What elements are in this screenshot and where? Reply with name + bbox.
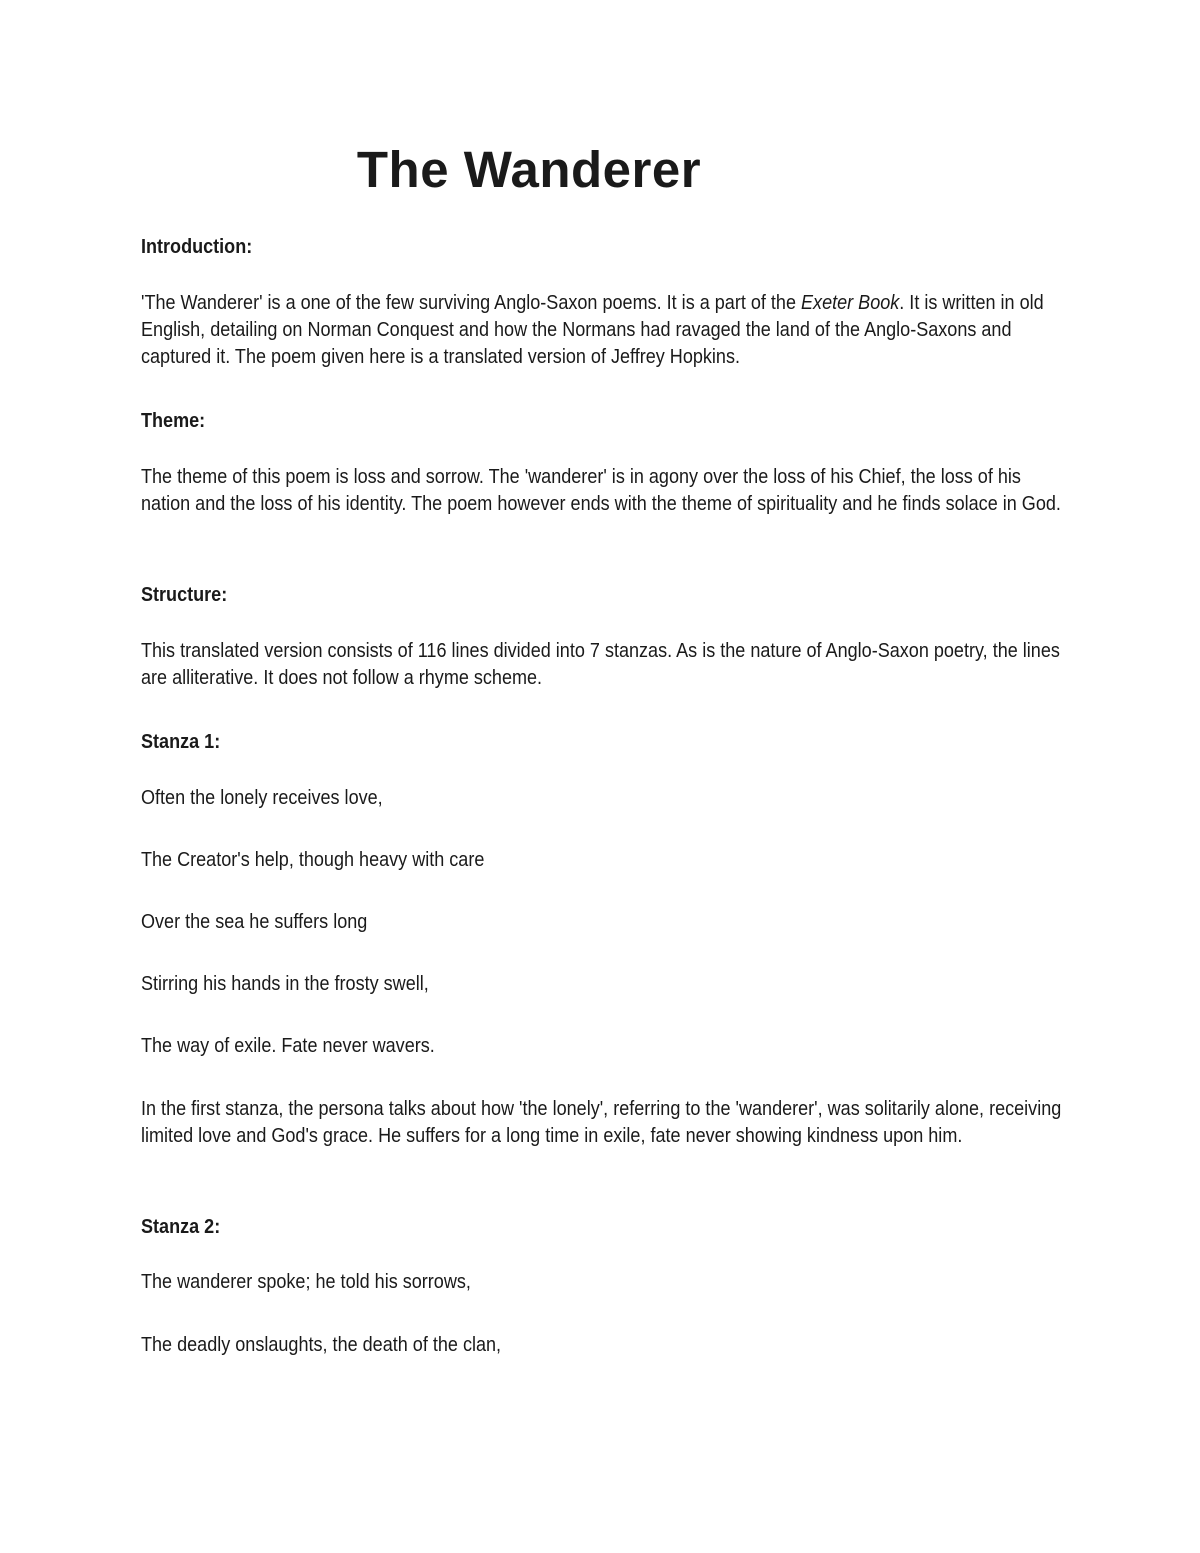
stanza-2-line: The wanderer spoke; he told his sorrows, <box>141 1270 471 1293</box>
document-title: The Wanderer <box>356 141 702 198</box>
theme-paragraph: The theme of this poem is loss and sorrow. The 'wanderer' is in agony over the loss of his Chief, the loss of his nation and the loss of his identity. The poem however ends with the theme of spirituality and he finds solace in God. <box>141 465 1061 515</box>
exeter-book-title: Exeter Book <box>801 291 900 314</box>
structure-heading: Structure: <box>141 583 228 606</box>
stanza-1-line: The way of exile. Fate never wavers. <box>141 1034 435 1057</box>
structure-paragraph: This translated version consists of 116 lines divided into 7 stanzas. As is the nature of Anglo-Saxon poetry, the lines are alliterative. It does not follow a rhyme scheme. <box>141 639 1060 689</box>
introduction-text-before: 'The Wanderer' is a one of the few surviving Anglo-Saxon poems. It is a part of the <box>141 291 802 314</box>
stanza-2-line: The deadly onslaughts, the death of the clan, <box>141 1333 502 1356</box>
stanza-1-line: Stirring his hands in the frosty swell, <box>141 972 429 995</box>
introduction-paragraph <box>141 289 1071 370</box>
introduction-heading: Introduction: <box>141 235 253 258</box>
stanza-1-line: The Creator's help, though heavy with care <box>141 848 485 871</box>
stanza-1-line: Often the lonely receives love, <box>141 786 383 809</box>
theme-heading: Theme: <box>141 409 206 432</box>
stanza-2-heading: Stanza 2: <box>141 1215 221 1238</box>
stanza-1-line: Over the sea he suffers long <box>141 910 368 933</box>
introduction-text-after: . It is written in old English, detailing on Norman Conquest and how the Normans had ravaged the land of the Anglo-Saxons and captured it. The poem given here is a translated version of Jeffrey Hopkins. <box>141 291 1044 368</box>
stanza-1-heading: Stanza 1: <box>141 730 221 753</box>
stanza-1-commentary: In the first stanza, the persona talks about how 'the lonely', referring to the 'wanderer', was solitarily alone, receiving limited love and God's grace. He suffers for a long time in exile, fate never showing kindness upon him. <box>141 1097 1062 1147</box>
